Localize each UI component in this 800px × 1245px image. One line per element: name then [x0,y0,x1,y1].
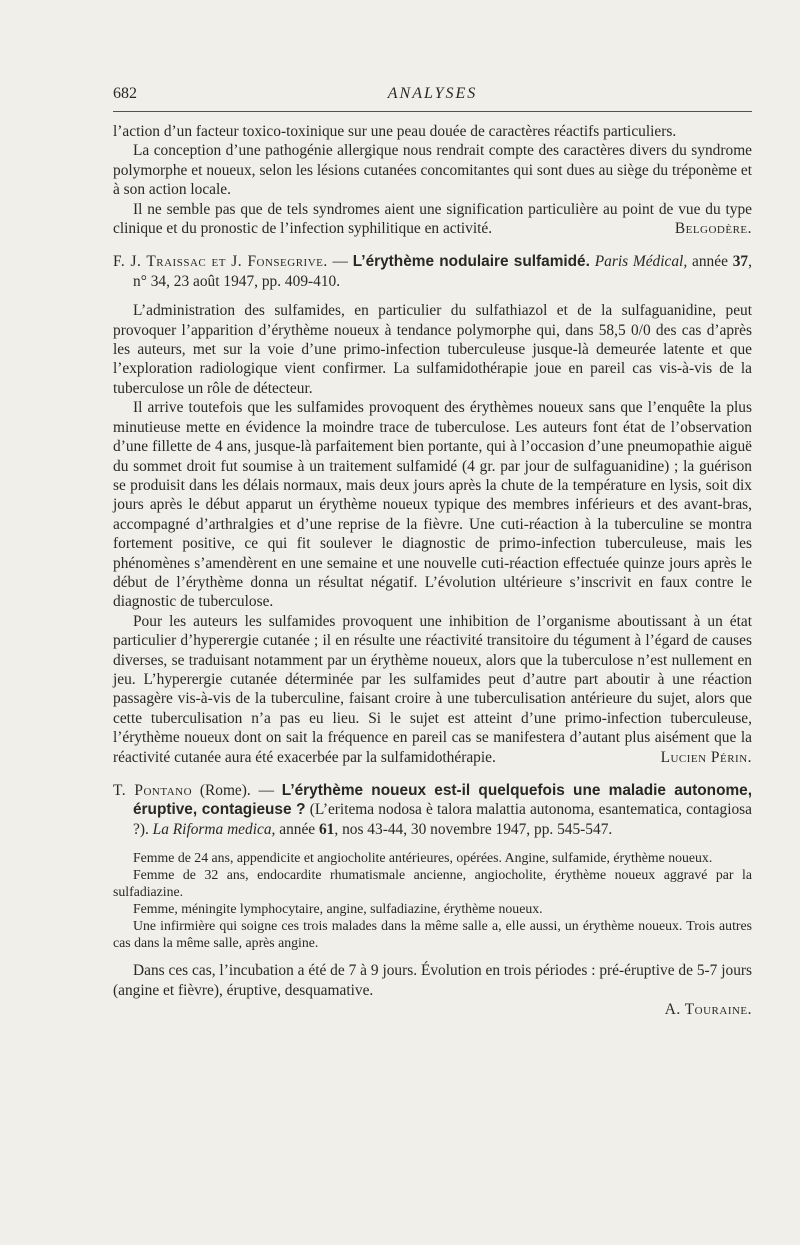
authors: F. J. Traissac et J. Fonsegrive. [113,253,328,271]
spacer [113,951,752,961]
original-title: (L’eritema nodosa è talora malattia autonoma, esantematica, contagiosa ?). [133,801,752,838]
paragraph: Dans ces cas, l’incubation a été de 7 à 9 jours. Évolution en trois périodes : pré-éruptive de 5-7 jours (angine et fièvre), éruptive, desquamative. [113,962,752,999]
citation-details: , n° 34, 23 août 1947, pp. 409-410. [133,253,752,290]
case-list [113,849,752,951]
citation-year-label: année [692,253,728,271]
case-item: Femme de 24 ans, appendicite et angiocholite antérieures, opérées. Angine, sulfamide, érythème noueux. [133,850,713,866]
place: (Rome). [199,782,251,799]
citation-year-label: année [279,820,316,838]
review-traissac [113,252,752,767]
case-item: Femme de 32 ans, endocardite rhumatismale ancienne, angiocholite, érythème noueux aggravé par la sulfadiazine. [113,867,752,900]
paragraph: Il arrive toutefois que les sulfamides provoquent des érythèmes noueux sans que l’enquête la plus minutieuse mette en évidence la moindre trace de tuberculose. Les auteurs font état de l’observation d’une fillette de 4 ans, jusque-là parfaitement bien portante, qui à l’occasion d’une pneumopathie aiguë du sommet droit fut soumise à un traitement sulfamidé (4 gr. par jour de sulfaguanidine) ; la guérison se produisit dans les délais normaux, mais deux jours après la chute de la température en lysis, soit dix jours après le début apparut un érythème noueux typique des membres inférieurs et des avant-bras, accompagné d’arthralgies et d’une reprise de la fièvre. Une cuti-réaction à la tuberculine se montra fortement positive, ce qui fit soulever le diagnostic de primo-infection tuberculeuse, mais les phénomènes s’amendèrent en une semaine et une nouvelle cuti-réaction effectuée quinze jours après le début de l’érythème donna un résultat négatif. L’évolution ultérieure s’inscrivit en faux contre le diagnostic de tuberculose. [113,399,752,611]
signature: Lucien Périn. [660,748,752,766]
page-number: 682 [113,85,137,102]
journal-name: Paris Médical, [594,253,688,271]
paragraph: L’administration des sulfamides, en particulier du sulfathiazol et de la sulfaguanidine, peut provoquer l’apparition d’érythème noueux à tendance polymorphe qui, dans 58,5 0/0 des cas d’après les auteurs, met sur la voie d’une primo-infection tuberculeuse jusque-là demeurée latente et que l’exploration radiologique vient confirmer. La sulfamidothérapie joue en pareil cas vis-à-vis de la tuberculose un rôle de détecteur. [113,302,752,397]
paragraph [113,200,752,239]
review-belgodere [113,122,752,238]
dash: — [258,782,274,799]
volume: 37 [732,253,749,271]
header-rule [113,111,752,112]
authors: T. Pontano [113,782,193,799]
paragraph-text: Il ne semble pas que de tels syndromes aient une signification particulière au point de vue du type clinique et du pronostic de l’infection syphilitique en activité. [113,200,752,238]
case-item: Une infirmière qui soigne ces trois malades dans la même salle a, elle aussi, un érythème noueux. Trois autres cas dans la même salle, après angine. [113,918,752,951]
reference-heading [113,252,752,291]
paragraph: La conception d’une pathogénie allergique nous rendrait compte des caractères divers du syndrome polymorphe et noueux, selon les lésions cutanées concomitantes qui sont dues au siège du tréponème et à son action locale. [113,142,752,199]
journal-name: La Riforma medica, [152,820,276,838]
review-pontano [113,781,752,1019]
case-item: Femme, méningite lymphocytaire, angine, sulfadiazine, érythème noueux. [133,901,543,917]
article-title: L’érythème noueux est-il quelquefois une maladie autonome, éruptive, contagieuse ? [133,782,753,819]
volume: 61 [318,820,335,838]
citation-details: , nos 43-44, 30 novembre 1947, pp. 545-547. [334,820,613,838]
paragraph-text: Pour les auteurs les sulfamides provoquent une inhibition de l’organisme aboutissant à un état particulier d’hyperergie cutanée ; il en résulte une réactivité transitoire du tégument à l’égard de causes diverses, se traduisant notamment par un érythème noueux, alors que la tuberculose n’est nullement en jeu. L’hyperergie cutanée déterminée par les sulfamides peut d’autre part aboutir à une réaction passagère vis-à-vis de la tuberculine, faisant croire à une tuberculisation antérieure du sujet, alors que cette tuberculisation n’a pas eu lieu. Si le sujet est atteint d’une primo-infection tuberculeuse, l’érythème noueux dont on sait la fréquence en pareil cas se manifestera d’autant plus aisément que la réactivité cutanée aura été exacerbée par la sulfamidothérapie. [113,612,752,766]
reference-heading [113,781,752,839]
running-title: ANALYSES [387,85,478,102]
article-title: L’érythème nodulaire sulfamidé. [352,253,590,271]
signature: A. Touraine. [664,1001,752,1019]
paragraph: l’action d’un facteur toxico-toxinique sur une peau douée de caractères réactifs particuliers. [113,123,677,140]
paragraph [113,612,752,767]
signature: Belgodère. [674,220,752,238]
page-header [113,85,752,107]
dash: — [332,253,348,271]
